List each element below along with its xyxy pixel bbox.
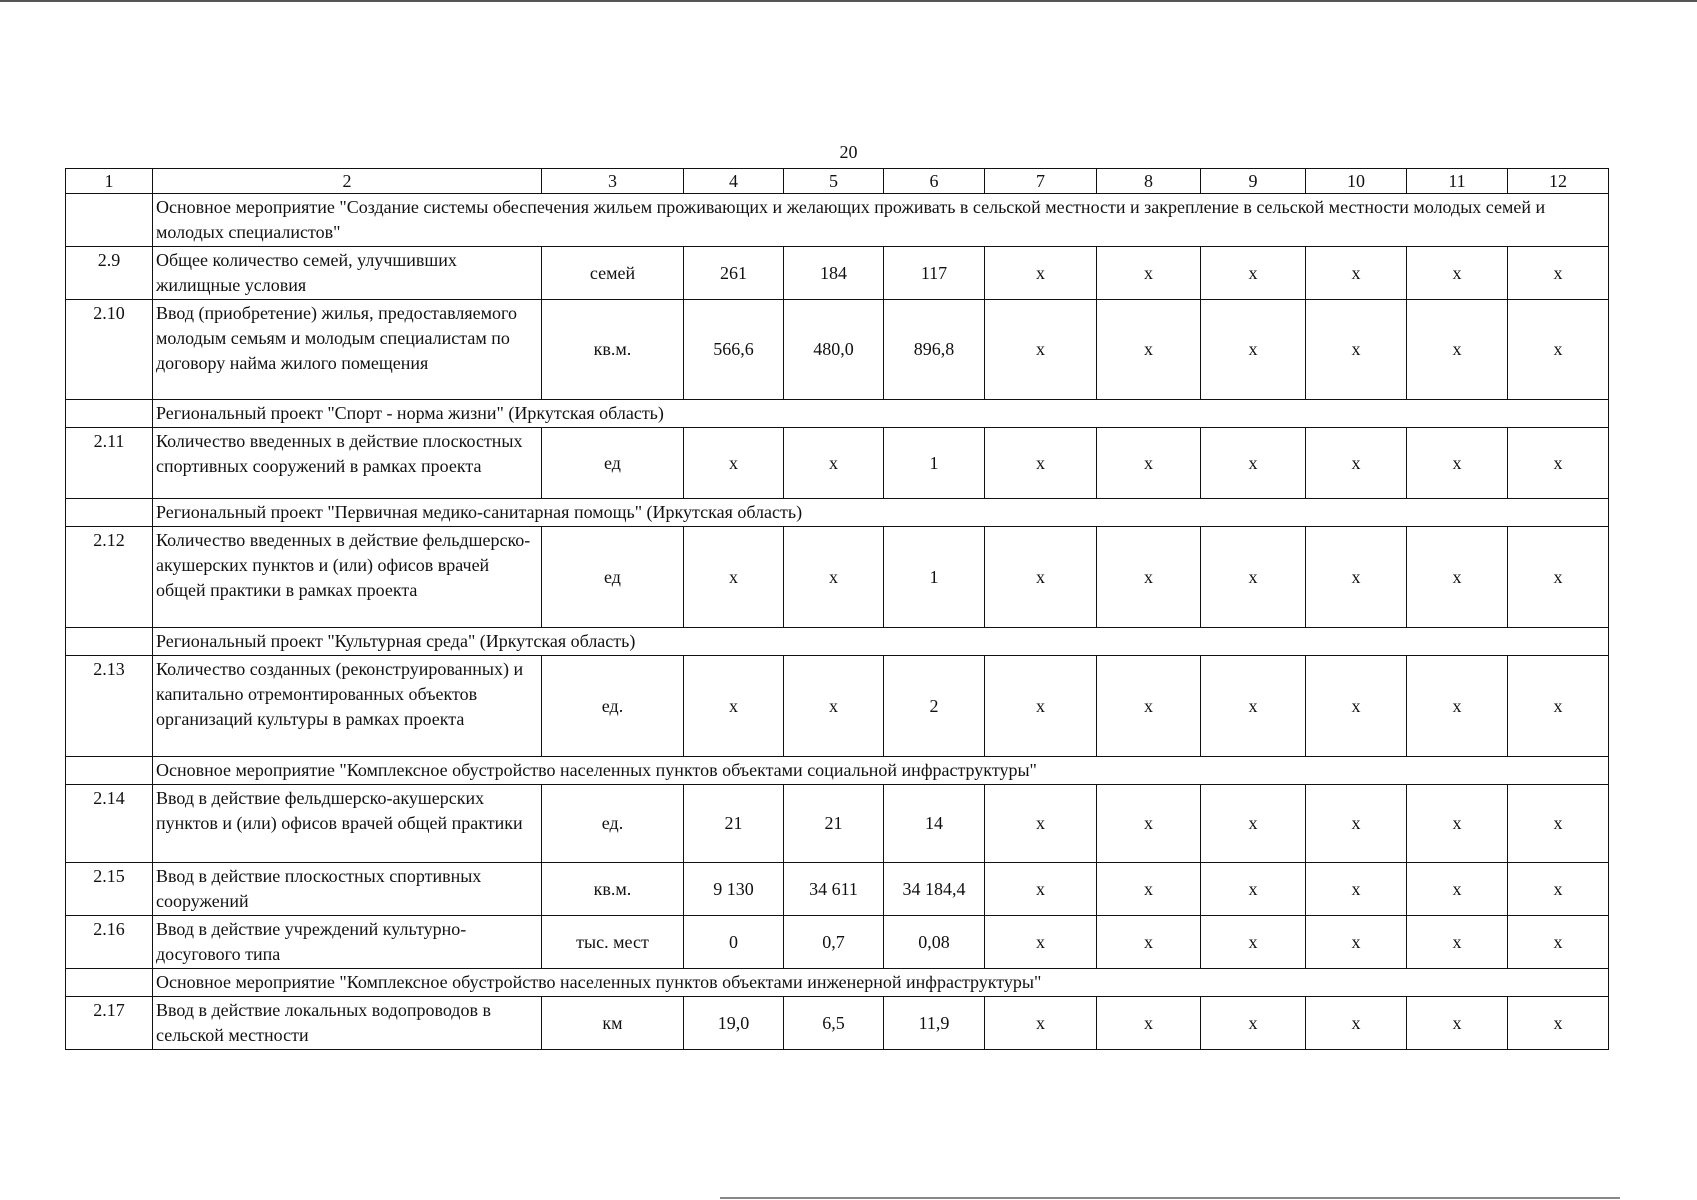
value-cell: х bbox=[1201, 916, 1306, 969]
section-row bbox=[66, 969, 1609, 997]
value-cell: х bbox=[1407, 428, 1508, 499]
table-row bbox=[66, 527, 1609, 628]
value-cell: 261 bbox=[684, 247, 784, 300]
table-row bbox=[66, 300, 1609, 400]
column-header: 4 bbox=[684, 169, 784, 194]
value-cell: х bbox=[1407, 785, 1508, 863]
scan-bottom-border bbox=[720, 1197, 1620, 1199]
indicator-name: Ввод в действие плоскостных спортивных сооружений bbox=[153, 863, 542, 916]
value-cell: 117 bbox=[884, 247, 985, 300]
value-cell: х bbox=[1508, 656, 1609, 757]
row-number: 2.10 bbox=[66, 300, 153, 400]
value-cell: х bbox=[1097, 300, 1201, 400]
value-cell: х bbox=[1407, 656, 1508, 757]
value-cell: х bbox=[1306, 997, 1407, 1050]
value-cell: х bbox=[1508, 916, 1609, 969]
section-empty-cell bbox=[66, 194, 153, 247]
row-number: 2.15 bbox=[66, 863, 153, 916]
value-cell: 9 130 bbox=[684, 863, 784, 916]
column-header: 1 bbox=[66, 169, 153, 194]
value-cell: 480,0 bbox=[784, 300, 884, 400]
unit-cell: ед. bbox=[542, 785, 684, 863]
value-cell: х bbox=[985, 247, 1097, 300]
indicators-table bbox=[65, 168, 1609, 1050]
unit-cell: кв.м. bbox=[542, 863, 684, 916]
value-cell: х bbox=[784, 428, 884, 499]
value-cell: х bbox=[1508, 785, 1609, 863]
value-cell: х bbox=[684, 428, 784, 499]
value-cell: х bbox=[1407, 247, 1508, 300]
value-cell: 34 611 bbox=[784, 863, 884, 916]
row-number: 2.9 bbox=[66, 247, 153, 300]
value-cell: 19,0 bbox=[684, 997, 784, 1050]
column-header: 8 bbox=[1097, 169, 1201, 194]
value-cell: 6,5 bbox=[784, 997, 884, 1050]
indicator-name: Количество введенных в действие фельдшерско-акушерских пунктов и (или) офисов врачей общей практики в рамках проекта bbox=[153, 527, 542, 628]
value-cell: х bbox=[1097, 247, 1201, 300]
value-cell: х bbox=[1407, 527, 1508, 628]
value-cell: 0,08 bbox=[884, 916, 985, 969]
indicator-name: Количество введенных в действие плоскостных спортивных сооружений в рамках проекта bbox=[153, 428, 542, 499]
value-cell: х bbox=[985, 863, 1097, 916]
column-header: 12 bbox=[1508, 169, 1609, 194]
value-cell: х bbox=[1201, 785, 1306, 863]
column-header: 3 bbox=[542, 169, 684, 194]
value-cell: х bbox=[1097, 428, 1201, 499]
section-empty-cell bbox=[66, 628, 153, 656]
value-cell: х bbox=[1201, 863, 1306, 916]
section-empty-cell bbox=[66, 400, 153, 428]
value-cell: 21 bbox=[684, 785, 784, 863]
value-cell: х bbox=[985, 527, 1097, 628]
table-header-row bbox=[66, 169, 1609, 194]
value-cell: х bbox=[1508, 527, 1609, 628]
unit-cell: семей bbox=[542, 247, 684, 300]
section-row bbox=[66, 400, 1609, 428]
value-cell: х bbox=[1201, 527, 1306, 628]
value-cell: х bbox=[1508, 863, 1609, 916]
value-cell: х bbox=[985, 300, 1097, 400]
indicator-name: Ввод (приобретение) жилья, предоставляемого молодым семьям и молодым специалистам по договору найма жилого помещения bbox=[153, 300, 542, 400]
column-header: 6 bbox=[884, 169, 985, 194]
value-cell: х bbox=[1306, 785, 1407, 863]
value-cell: х bbox=[1508, 997, 1609, 1050]
value-cell: х bbox=[1306, 247, 1407, 300]
section-title: Основное мероприятие "Комплексное обустройство населенных пунктов объектами социальной инфраструктуры" bbox=[153, 757, 1609, 785]
section-title: Региональный проект "Культурная среда" (Иркутская область) bbox=[153, 628, 1609, 656]
value-cell: х bbox=[1097, 527, 1201, 628]
value-cell: х bbox=[985, 428, 1097, 499]
value-cell: х bbox=[1508, 247, 1609, 300]
value-cell: х bbox=[1201, 656, 1306, 757]
value-cell: 1 bbox=[884, 428, 985, 499]
value-cell: х bbox=[1097, 863, 1201, 916]
unit-cell: ед bbox=[542, 527, 684, 628]
indicator-name: Ввод в действие фельдшерско-акушерских пунктов и (или) офисов врачей общей практики bbox=[153, 785, 542, 863]
table-row bbox=[66, 863, 1609, 916]
indicator-name: Количество созданных (реконструированных) и капитально отремонтированных объектов организаций культуры в рамках проекта bbox=[153, 656, 542, 757]
value-cell: 0,7 bbox=[784, 916, 884, 969]
value-cell: х bbox=[1201, 300, 1306, 400]
section-title: Региональный проект "Спорт - норма жизни" (Иркутская область) bbox=[153, 400, 1609, 428]
indicator-name: Ввод в действие учреждений культурно-досугового типа bbox=[153, 916, 542, 969]
section-title: Основное мероприятие "Комплексное обустройство населенных пунктов объектами инженерной инфраструктуры" bbox=[153, 969, 1609, 997]
value-cell: х bbox=[985, 997, 1097, 1050]
unit-cell: км bbox=[542, 997, 684, 1050]
row-number: 2.16 bbox=[66, 916, 153, 969]
value-cell: х bbox=[1201, 247, 1306, 300]
table-row bbox=[66, 428, 1609, 499]
section-title: Региональный проект "Первичная медико-санитарная помощь" (Иркутская область) bbox=[153, 499, 1609, 527]
row-number: 2.14 bbox=[66, 785, 153, 863]
value-cell: 11,9 bbox=[884, 997, 985, 1050]
row-number: 2.11 bbox=[66, 428, 153, 499]
value-cell: х bbox=[1306, 428, 1407, 499]
page-number: 20 bbox=[839, 142, 858, 162]
value-cell: х bbox=[1508, 428, 1609, 499]
value-cell: х bbox=[1097, 785, 1201, 863]
value-cell: 2 bbox=[884, 656, 985, 757]
unit-cell: ед bbox=[542, 428, 684, 499]
section-empty-cell bbox=[66, 757, 153, 785]
indicator-name: Общее количество семей, улучшивших жилищные условия bbox=[153, 247, 542, 300]
value-cell: х bbox=[784, 527, 884, 628]
value-cell: 896,8 bbox=[884, 300, 985, 400]
value-cell: х bbox=[1201, 997, 1306, 1050]
value-cell: 1 bbox=[884, 527, 985, 628]
value-cell: х bbox=[1097, 997, 1201, 1050]
value-cell: х bbox=[684, 527, 784, 628]
column-header: 9 bbox=[1201, 169, 1306, 194]
value-cell: 184 bbox=[784, 247, 884, 300]
value-cell: х bbox=[1097, 656, 1201, 757]
section-row bbox=[66, 499, 1609, 527]
value-cell: 34 184,4 bbox=[884, 863, 985, 916]
unit-cell: ед. bbox=[542, 656, 684, 757]
value-cell: х bbox=[784, 656, 884, 757]
section-row bbox=[66, 194, 1609, 247]
value-cell: х bbox=[985, 916, 1097, 969]
indicator-name: Ввод в действие локальных водопроводов в сельской местности bbox=[153, 997, 542, 1050]
value-cell: х bbox=[1407, 300, 1508, 400]
column-header: 11 bbox=[1407, 169, 1508, 194]
value-cell: х bbox=[684, 656, 784, 757]
value-cell: х bbox=[1508, 300, 1609, 400]
value-cell: х bbox=[1407, 916, 1508, 969]
unit-cell: кв.м. bbox=[542, 300, 684, 400]
value-cell: 0 bbox=[684, 916, 784, 969]
column-header: 2 bbox=[153, 169, 542, 194]
section-empty-cell bbox=[66, 969, 153, 997]
section-row bbox=[66, 757, 1609, 785]
value-cell: х bbox=[985, 656, 1097, 757]
table-row bbox=[66, 656, 1609, 757]
unit-cell: тыс. мест bbox=[542, 916, 684, 969]
scan-top-border bbox=[0, 0, 1697, 2]
value-cell: х bbox=[1407, 863, 1508, 916]
value-cell: 14 bbox=[884, 785, 985, 863]
value-cell: х bbox=[1306, 300, 1407, 400]
value-cell: х bbox=[985, 785, 1097, 863]
section-row bbox=[66, 628, 1609, 656]
section-empty-cell bbox=[66, 499, 153, 527]
value-cell: х bbox=[1306, 656, 1407, 757]
value-cell: х bbox=[1306, 863, 1407, 916]
value-cell: х bbox=[1407, 997, 1508, 1050]
value-cell: 21 bbox=[784, 785, 884, 863]
value-cell: х bbox=[1306, 527, 1407, 628]
row-number: 2.13 bbox=[66, 656, 153, 757]
value-cell: х bbox=[1306, 916, 1407, 969]
column-header: 7 bbox=[985, 169, 1097, 194]
table-row bbox=[66, 785, 1609, 863]
table-row bbox=[66, 997, 1609, 1050]
column-header: 5 bbox=[784, 169, 884, 194]
row-number: 2.17 bbox=[66, 997, 153, 1050]
table-row bbox=[66, 247, 1609, 300]
section-title: Основное мероприятие "Создание системы обеспечения жильем проживающих и желающих проживать в сельской местности и закрепление в сельской местности молодых семей и молодых специалистов" bbox=[153, 194, 1609, 247]
table-row bbox=[66, 916, 1609, 969]
value-cell: х bbox=[1097, 916, 1201, 969]
column-header: 10 bbox=[1306, 169, 1407, 194]
value-cell: х bbox=[1201, 428, 1306, 499]
value-cell: 566,6 bbox=[684, 300, 784, 400]
row-number: 2.12 bbox=[66, 527, 153, 628]
